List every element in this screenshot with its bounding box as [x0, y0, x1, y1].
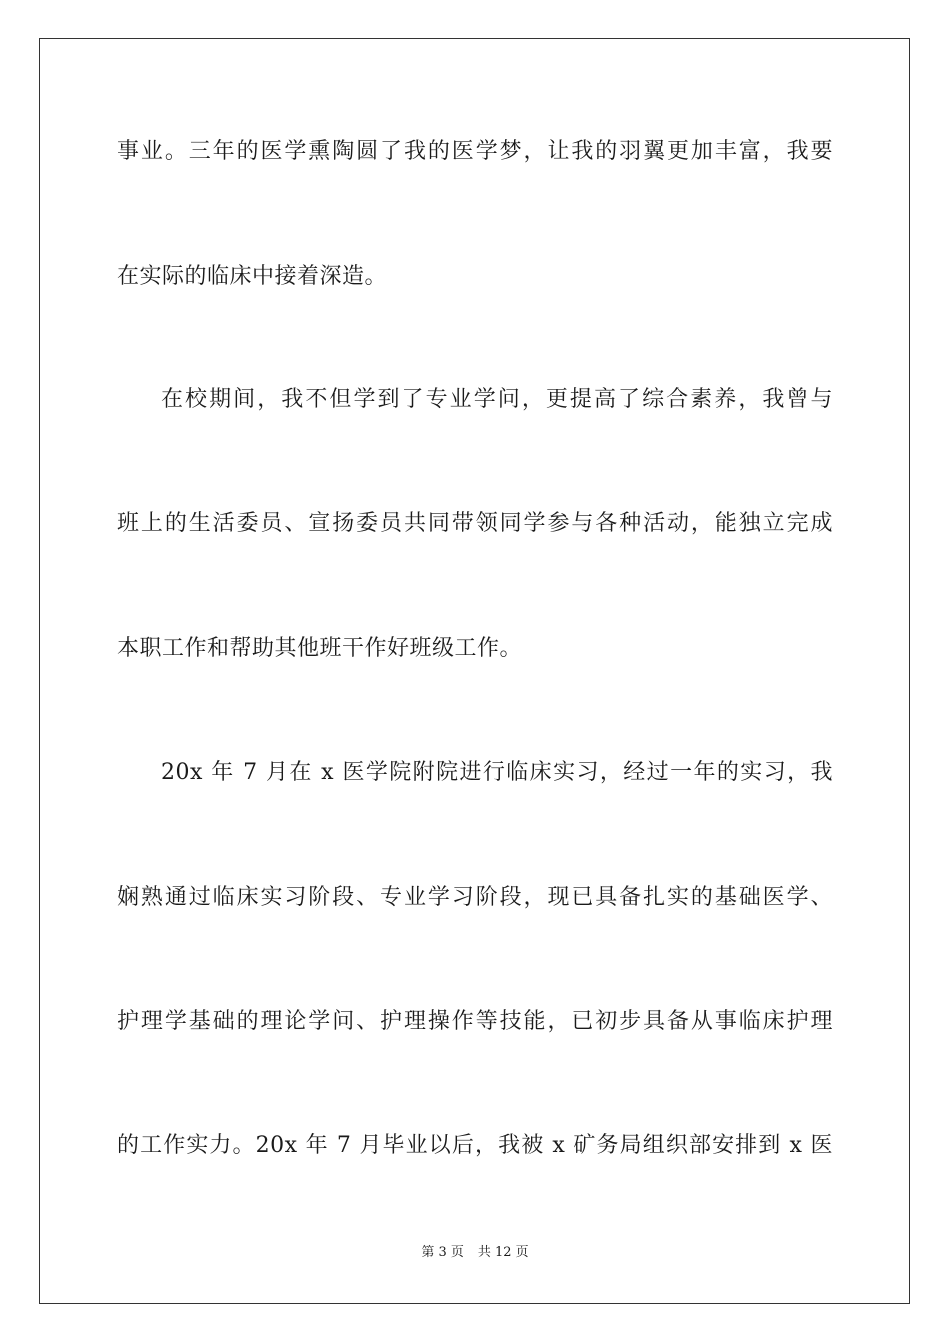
body-text-line: 本职工作和帮助其他班干作好班级工作。: [117, 636, 523, 661]
page-footer: [0, 1244, 950, 1262]
body-text-line: 班上的生活委员、宣扬委员共同带领同学参与各种活动，能独立完成: [117, 511, 833, 536]
paragraph-first-line: 在校期间，我不但学到了专业学问，更提高了综合素养，我曾与: [161, 387, 833, 412]
page-border: [39, 38, 910, 1304]
body-text-line: 娴熟通过临床实习阶段、专业学习阶段，现已具备扎实的基础医学、: [117, 885, 833, 910]
total-pages: 共 12 页: [477, 1245, 529, 1260]
body-text-line: 护理学基础的理论学问、护理操作等技能，已初步具备从事临床护理: [117, 1009, 833, 1034]
paragraph-first-line: 20x 年 7 月在 x 医学院附院进行临床实习，经过一年的实习，我: [161, 760, 833, 785]
body-text-line: 事业。三年的医学熏陶圆了我的医学梦，让我的羽翼更加丰富，我要: [117, 139, 833, 164]
page-number: 第 3 页: [421, 1245, 464, 1260]
body-text-line: 的工作实力。20x 年 7 月毕业以后，我被 x 矿务局组织部安排到 x 医: [117, 1133, 833, 1158]
body-text-line: 在实际的临床中接着深造。: [117, 264, 388, 289]
